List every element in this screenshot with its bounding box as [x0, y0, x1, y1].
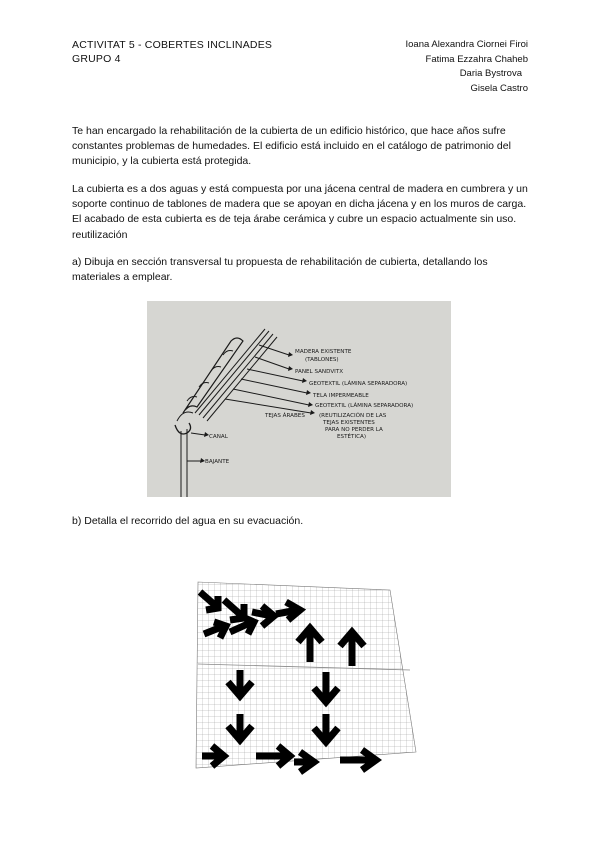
- authors-list: [405, 38, 528, 96]
- activity-title: ACTIVITAT 5 - COBERTES INCLINADES: [72, 39, 273, 51]
- label-reut-4: ESTÉTICA): [337, 434, 367, 440]
- water-flow-diagram: [190, 572, 422, 776]
- question-a: a) Dibuja en sección transversal tu propuesta de rehabilitación de cubierta, detallando los materiales a emplear.: [72, 256, 488, 284]
- label-canal: CANAL: [209, 434, 228, 440]
- roof-plan-grid: [196, 582, 416, 768]
- label-bajante: BAJANTE: [205, 459, 230, 465]
- document-header-left: [72, 38, 272, 66]
- intro-paragraph: Te han encargado la rehabilitación de la cubierta de un edificio histórico, que hace años sufre constantes problemas de humedades. El edificio está incluido en el catálogo de patrimonio del municipio, y la cubierta está protegida.: [72, 125, 511, 168]
- label-geotextil-1: GEOTEXTIL (LÁMINA SEPARADORA): [309, 381, 408, 387]
- author-name: Fatima Ezzahra Chaheb: [425, 53, 528, 65]
- label-tejas: TEJAS ÁRABES: [265, 413, 305, 419]
- label-reut-2: TEJAS EXISTENTES: [323, 420, 375, 426]
- author-name: Ioana Alexandra Ciornei Firoi: [405, 39, 528, 50]
- label-reut-1: (REUTILIZACIÓN DE LAS: [319, 413, 387, 419]
- author-name: Gisela Castro: [470, 82, 528, 94]
- label-geotextil-2: GEOTEXTIL (LÁMINA SEPARADORA): [315, 403, 414, 409]
- label-reut-3: PARA NO PERDER LA: [325, 427, 383, 433]
- label-tablones: (TABLONES): [305, 357, 339, 363]
- label-madera: MADERA EXISTENTE: [295, 349, 352, 355]
- label-panel: PANEL SANDVITX: [295, 369, 344, 375]
- group-label: GRUPO 4: [72, 53, 121, 65]
- question-b: b) Detalla el recorrido del agua en su evacuación.: [72, 515, 304, 527]
- description-paragraph: La cubierta es a dos aguas y está compuesta por una jácena central de madera en cumbrera y un soporte continuo de tablones de madera que se apoyan en dicha jácena y en los muros de carga. El acabado de esta cubierta es de teja árabe cerámica y cubre un espacio actualmente sin uso. reutilización: [72, 183, 528, 241]
- author-name: Daria Bystrova: [459, 68, 522, 79]
- roof-section-sketch: [147, 301, 451, 497]
- label-tela: TELA IMPERMEABLE: [313, 393, 369, 399]
